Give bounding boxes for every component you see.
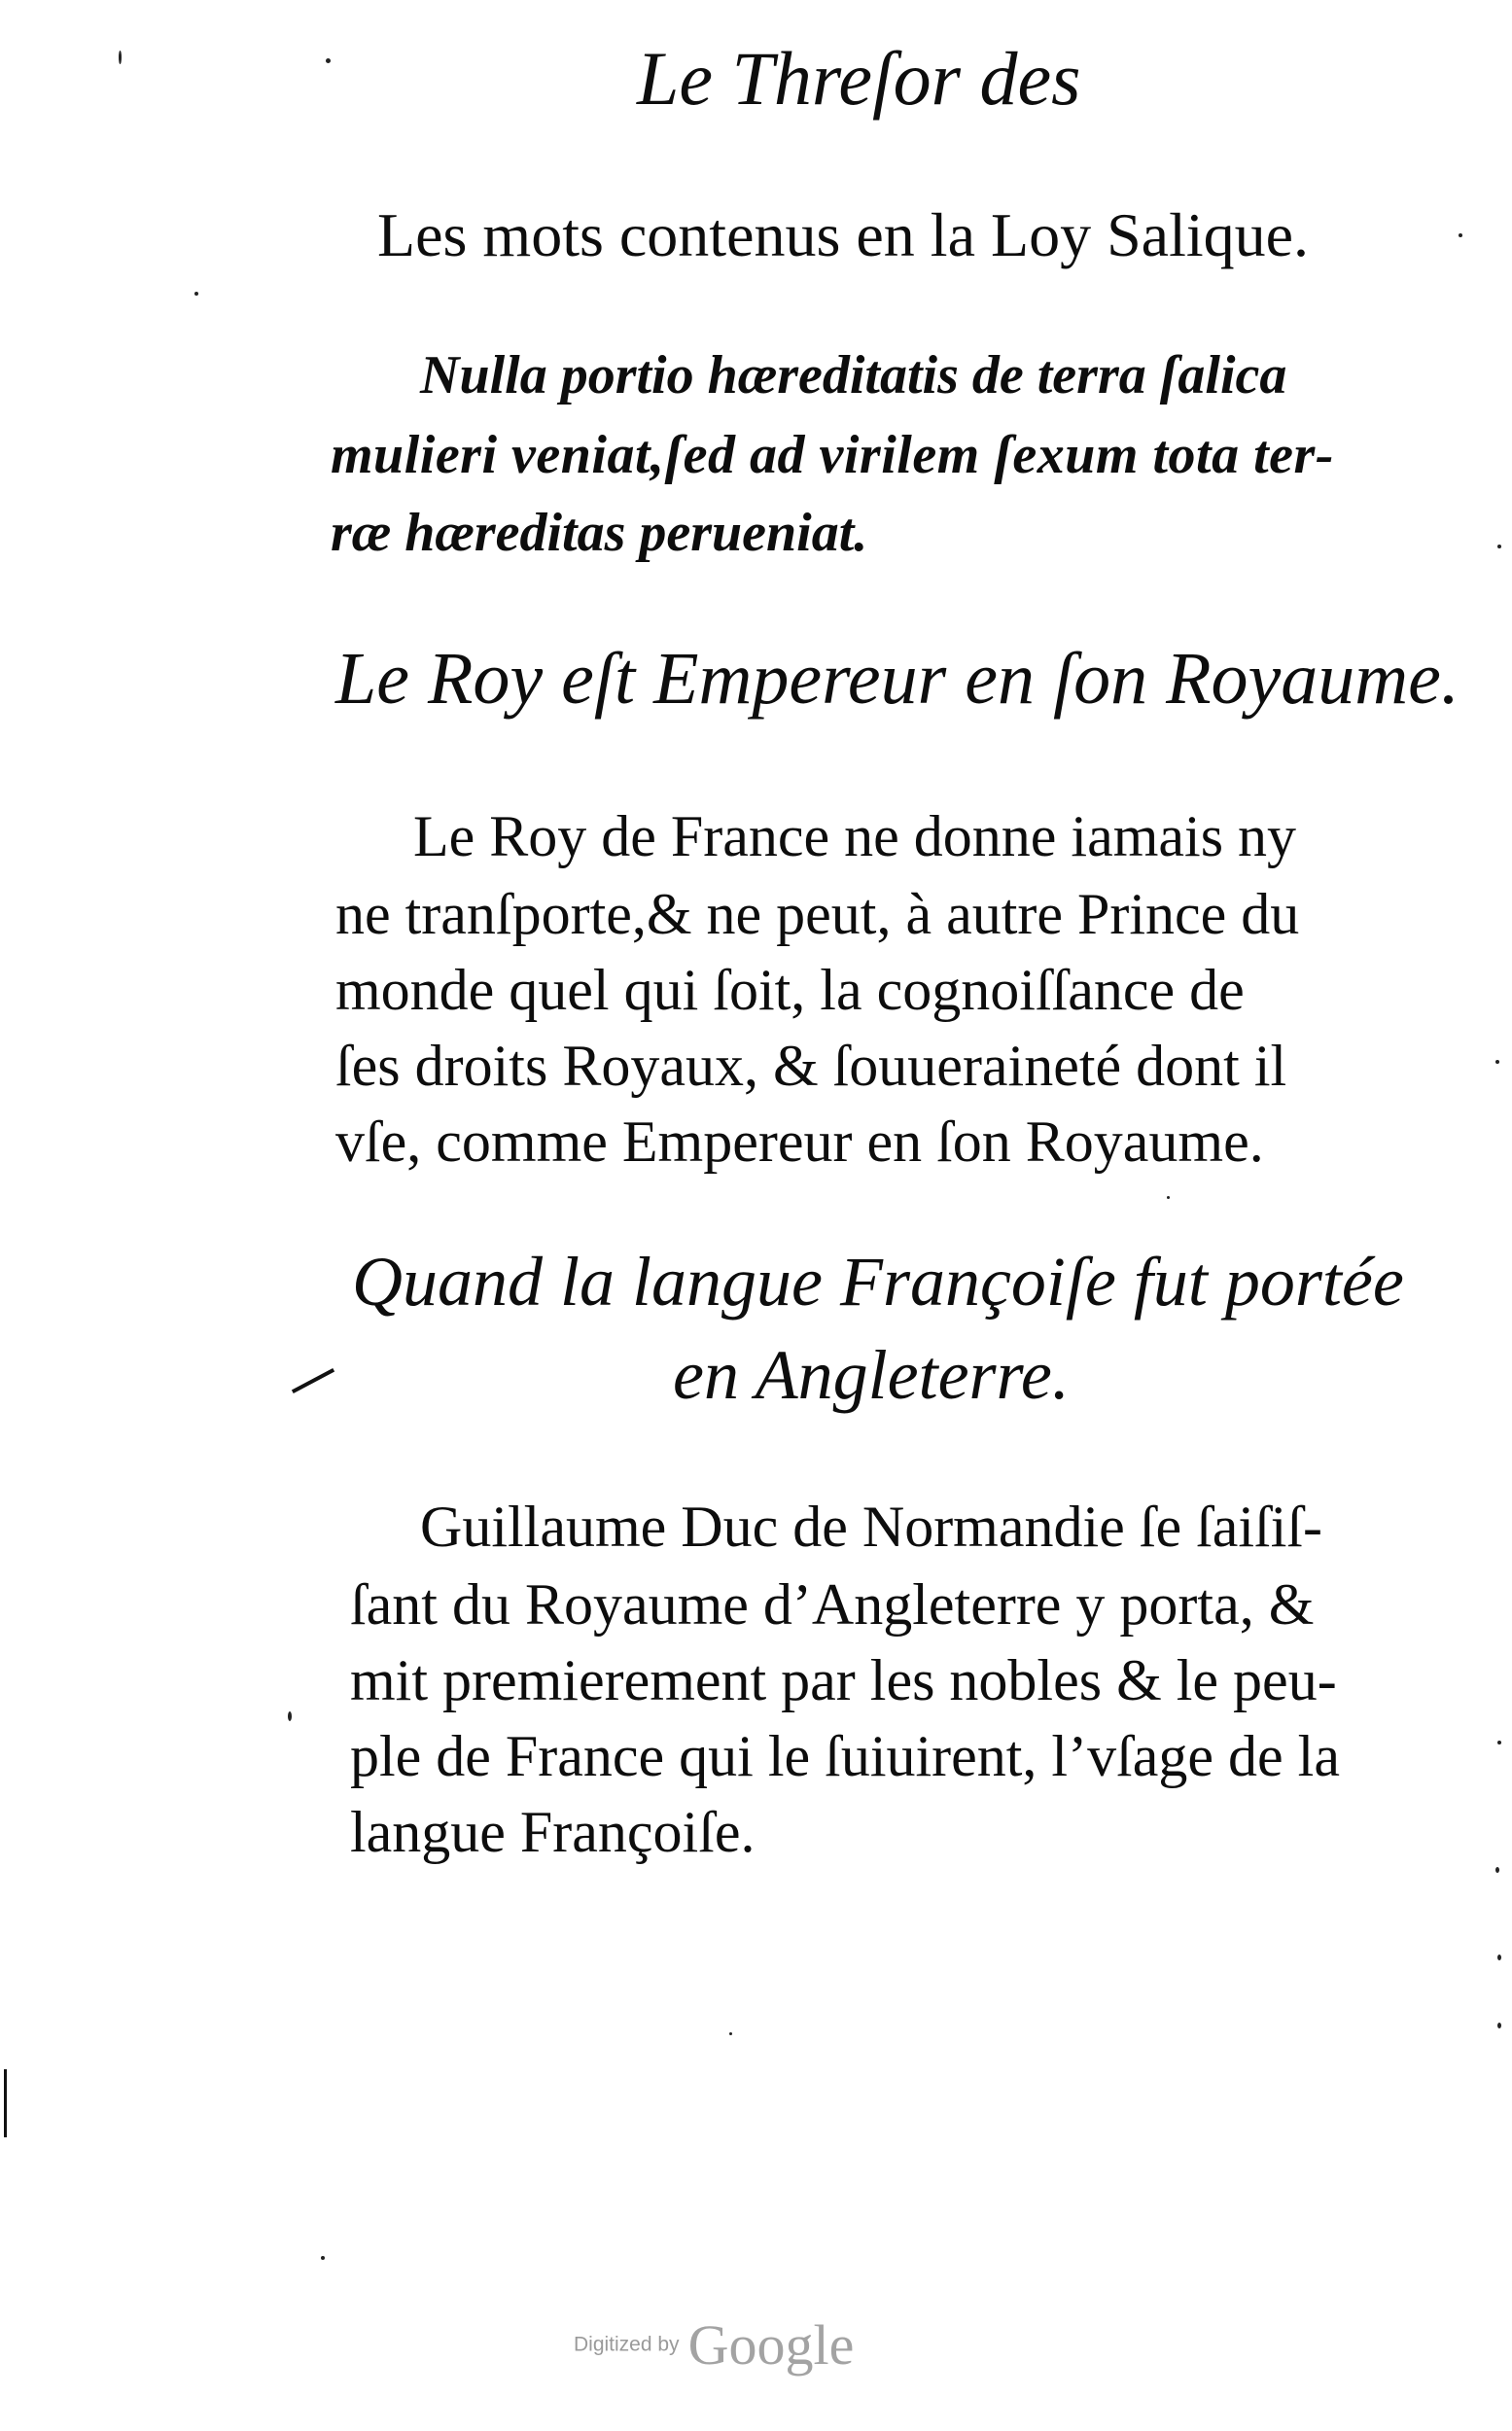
paragraph-line: ræ hæreditas perueniat. [331, 503, 868, 563]
scan-speck [1497, 1741, 1501, 1744]
paragraph-line: Guillaume Duc de Normandie ſe ſaiſiſ- [420, 1495, 1323, 1559]
paragraph-line: Nulla portio hæreditatis de terra ſalica [420, 345, 1287, 405]
paragraph-line: ſes droits Royaux, & ſouueraineté dont il [335, 1034, 1287, 1098]
scan-speck [326, 58, 331, 63]
scan-speck [321, 2256, 325, 2260]
scan-speck [1459, 233, 1462, 237]
section-heading-loy-salique: Les mots contenus en la Loy Salique. [377, 200, 1310, 269]
scan-speck [119, 51, 122, 64]
margin-mark [292, 1368, 334, 1393]
google-logo: Google [687, 2313, 855, 2377]
digitization-watermark [574, 2312, 854, 2378]
paragraph-line: mulieri veniat,ſed ad virilem ſexum tota ter- [331, 425, 1334, 485]
scan-speck [1495, 1867, 1499, 1873]
paragraph-line: monde quel qui ſoit, la cognoiſſance de [335, 958, 1245, 1022]
scan-speck [1497, 2023, 1501, 2028]
scan-speck [1497, 545, 1501, 548]
paragraph-line: vſe, comme Empereur en ſon Royaume. [335, 1110, 1264, 1174]
margin-mark [4, 2069, 7, 2137]
paragraph-line: Le Roy de France ne donne iamais ny [413, 804, 1297, 868]
paragraph-line: ple de France qui le ſuiuirent, l’vſage de la [350, 1724, 1340, 1788]
section-heading-roy-empereur: Le Roy eſt Empereur en ſon Royaume. [335, 638, 1459, 720]
section-heading-langue-francoise: Quand la langue Françoiſe fut portée [352, 1243, 1404, 1321]
paragraph-line: ne tranſporte,& ne peut, à autre Prince du [335, 882, 1300, 946]
scan-speck [288, 1711, 292, 1721]
watermark-prefix: Digitized by [574, 2333, 680, 2356]
paragraph-line: ſant du Royaume d’Angleterre y porta, & [350, 1572, 1315, 1637]
scan-speck [1495, 1060, 1499, 1064]
scan-speck [194, 292, 198, 296]
scan-speck [729, 2032, 732, 2035]
paragraph-line: mit premierement par les nobles & le peu- [350, 1648, 1337, 1712]
scan-speck [1167, 1196, 1170, 1199]
running-head: Le Threſor des [637, 36, 1081, 121]
paragraph-line: langue Françoiſe. [350, 1800, 756, 1864]
scan-speck [1497, 1955, 1501, 1960]
section-heading-langue-francoise: en Angleterre. [673, 1336, 1070, 1414]
